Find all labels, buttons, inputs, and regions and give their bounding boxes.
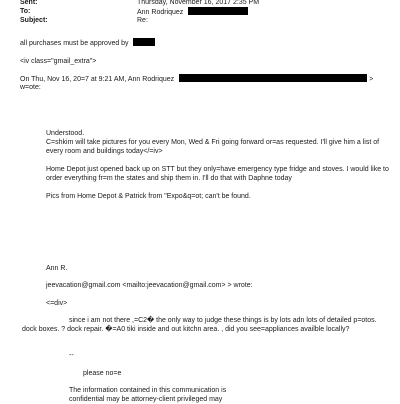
approval-text: all purchases must be approved by <box>20 40 129 47</box>
quoted-line-2: dock boxes. ? dock repair. �=A0 tiki inside and out kitchn area. , did you see=appliances availble locally? <box>22 326 350 333</box>
redaction-box <box>179 74 367 82</box>
quoted-line-1: since i am not there ,=C2� the only way to judge these things is by lots adn lots of detailed p=otos. <box>69 317 377 324</box>
understood-line: Understood. <box>46 130 85 137</box>
wrote-line: w=ote: <box>20 84 41 91</box>
subject-label: Subject: <box>20 17 48 24</box>
approval-line <box>20 38 155 48</box>
signature: Ann R. <box>46 265 68 272</box>
home-depot-line-2: order everything fr=m the states and ship them in. I'll do that with Daphne today <box>46 175 292 182</box>
email-header <box>20 0 390 25</box>
home-depot-line-1: Home Depot just opened back up on STT but they only=have emergency type fridge and stoves. I would like to <box>46 166 389 173</box>
sent-value: Thursday, November 16, 2017 2:35 PM <box>137 0 260 6</box>
to-name: Ann Rodriquez <box>137 9 184 16</box>
redaction-box <box>133 38 155 46</box>
separator-dashes: -- <box>69 352 74 359</box>
rooms-line: every room and buildings today</=iv> <box>46 148 163 155</box>
sent-row <box>20 0 390 7</box>
quote-header-line <box>20 74 373 84</box>
confidential-line-1: The information contained in this communication is <box>69 387 227 394</box>
gmail-extra-tag: <iv class="gmail_extra"> <box>20 58 97 65</box>
confidential-line-2: confidential may be attorney-client privileged may <box>69 396 223 403</box>
redaction-box <box>188 7 248 15</box>
quote-header-text: On Thu, Nov 16, 20=7 at 9:21 AM, Ann Rodriquez <box>20 76 175 83</box>
email-address-line[interactable]: jeevacation@gmail.com <mailto:jeevacation@gmail.com> > wrote: <box>46 282 253 289</box>
quote-header-end: > <box>369 76 374 83</box>
please-note: please no=e <box>83 370 122 377</box>
subject-value: Re: <box>137 17 148 24</box>
to-label: To: <box>20 8 31 15</box>
div-tag: <=div> <box>46 300 68 307</box>
sent-label: Sent: <box>20 0 38 6</box>
subject-row <box>20 16 390 25</box>
pictures-line: C=shkim will take pictures for you every Mon, Wed & Fri going forward or=as requested. I'll give him a list of <box>46 139 380 146</box>
to-row <box>20 7 390 16</box>
pics-line: Pics from Home Depot & Patrick from "Expo&q=ot; can't be found. <box>46 193 251 200</box>
